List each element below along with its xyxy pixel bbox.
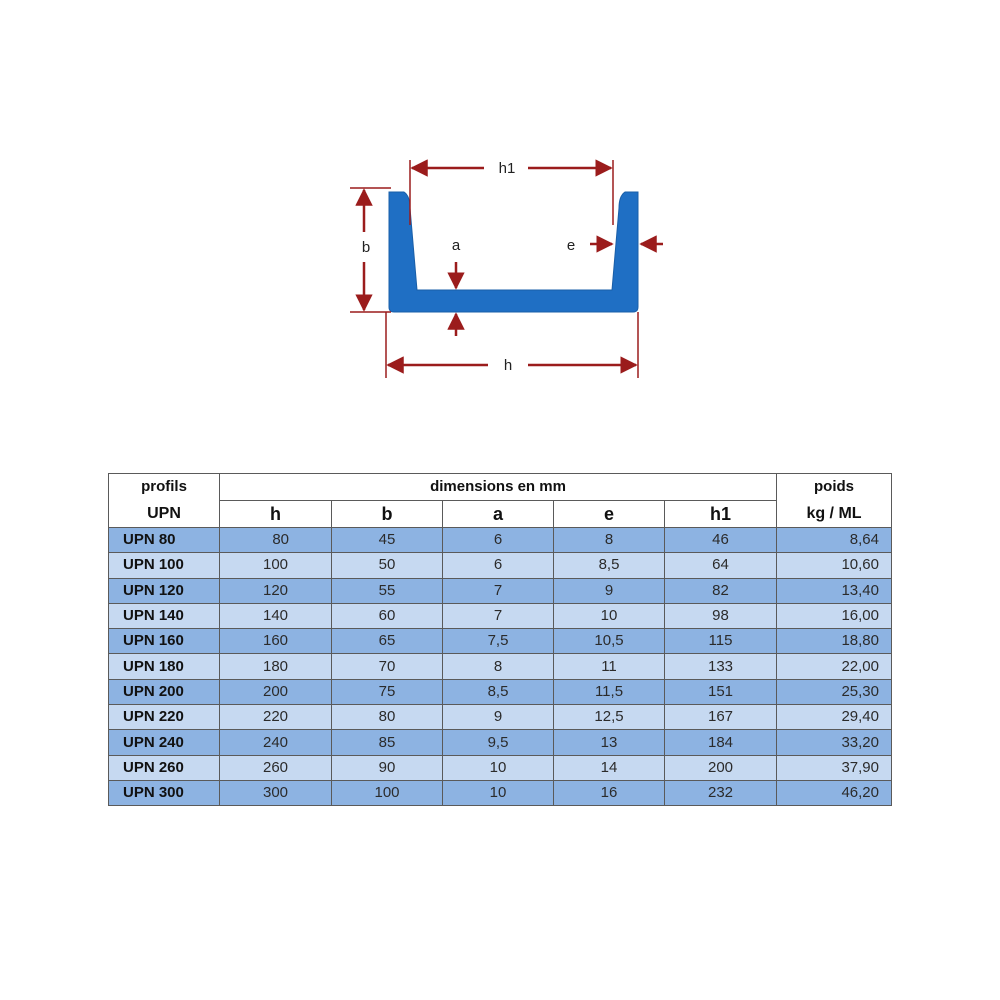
cell-poids: 37,90 (777, 755, 892, 780)
cell-h: 180 (220, 654, 332, 679)
cell-e: 13 (554, 730, 665, 755)
cell-e: 12,5 (554, 705, 665, 730)
table-row (109, 553, 892, 578)
cell-a: 6 (443, 528, 554, 553)
cell-profile-name: UPN 260 (109, 755, 220, 780)
cell-profile-name: UPN 80 (109, 528, 220, 553)
cell-h1: 46 (665, 528, 777, 553)
cell-b: 60 (332, 603, 443, 628)
cell-poids: 10,60 (777, 553, 892, 578)
table-header (109, 474, 892, 528)
cell-h: 100 (220, 553, 332, 578)
cell-b: 65 (332, 629, 443, 654)
cell-e: 10,5 (554, 629, 665, 654)
cell-a: 7 (443, 603, 554, 628)
table-row (109, 528, 892, 553)
cell-a: 10 (443, 755, 554, 780)
cell-profile-name: UPN 300 (109, 780, 220, 805)
cell-a: 10 (443, 780, 554, 805)
cell-h: 260 (220, 755, 332, 780)
dimension-a (452, 237, 461, 336)
upn-channel-shape (389, 192, 638, 312)
table-row (109, 755, 892, 780)
cell-e: 8,5 (554, 553, 665, 578)
cell-a: 9 (443, 705, 554, 730)
cell-h1: 98 (665, 603, 777, 628)
cell-poids: 46,20 (777, 780, 892, 805)
cell-profile-name: UPN 140 (109, 603, 220, 628)
cell-b: 80 (332, 705, 443, 730)
cell-b: 100 (332, 780, 443, 805)
table-row (109, 730, 892, 755)
table-row (109, 654, 892, 679)
table-row (109, 603, 892, 628)
table-body (109, 528, 892, 806)
header-col-a: a (443, 501, 554, 528)
cell-poids: 25,30 (777, 679, 892, 704)
cell-profile-name: UPN 200 (109, 679, 220, 704)
cell-poids: 16,00 (777, 603, 892, 628)
cell-e: 10 (554, 603, 665, 628)
cell-e: 9 (554, 578, 665, 603)
dimension-e-label: e (566, 237, 576, 254)
cell-poids: 22,00 (777, 654, 892, 679)
cell-poids: 33,20 (777, 730, 892, 755)
table-row (109, 629, 892, 654)
cell-poids: 18,80 (777, 629, 892, 654)
cell-b: 55 (332, 578, 443, 603)
table-row (109, 578, 892, 603)
dimension-b (350, 188, 391, 312)
cell-e: 11,5 (554, 679, 665, 704)
cell-e: 16 (554, 780, 665, 805)
cell-h1: 151 (665, 679, 777, 704)
cell-a: 7 (443, 578, 554, 603)
cell-h: 80 (220, 528, 332, 553)
cell-poids: 13,40 (777, 578, 892, 603)
cell-a: 9,5 (443, 730, 554, 755)
table-row (109, 780, 892, 805)
header-upn: UPN (109, 501, 220, 528)
dimension-h1-label: h1 (498, 160, 516, 177)
cell-b: 50 (332, 553, 443, 578)
cell-profile-name: UPN 240 (109, 730, 220, 755)
cell-profile-name: UPN 120 (109, 578, 220, 603)
cell-h1: 115 (665, 629, 777, 654)
cell-h: 200 (220, 679, 332, 704)
header-col-b: b (332, 501, 443, 528)
cell-a: 6 (443, 553, 554, 578)
cell-a: 8 (443, 654, 554, 679)
header-col-h: h (220, 501, 332, 528)
cell-h1: 200 (665, 755, 777, 780)
header-dimensions: dimensions en mm (220, 474, 777, 501)
cell-h1: 82 (665, 578, 777, 603)
cell-h: 160 (220, 629, 332, 654)
dimension-b-label: b (361, 239, 371, 256)
cell-profile-name: UPN 160 (109, 629, 220, 654)
cell-h: 140 (220, 603, 332, 628)
dimension-h (386, 312, 638, 378)
dimension-a-label: a (451, 237, 461, 254)
cell-h1: 64 (665, 553, 777, 578)
cell-b: 85 (332, 730, 443, 755)
table-row (109, 679, 892, 704)
cell-h: 220 (220, 705, 332, 730)
cell-h: 120 (220, 578, 332, 603)
upn-spec-table (108, 473, 892, 806)
cell-e: 14 (554, 755, 665, 780)
header-profils: profils (109, 474, 220, 501)
cell-h1: 133 (665, 654, 777, 679)
cell-profile-name: UPN 220 (109, 705, 220, 730)
cell-b: 75 (332, 679, 443, 704)
dimension-h-label: h (503, 357, 513, 374)
cell-e: 8 (554, 528, 665, 553)
upn-profile-diagram (0, 0, 1000, 430)
cell-h1: 184 (665, 730, 777, 755)
header-col-e: e (554, 501, 665, 528)
cell-profile-name: UPN 180 (109, 654, 220, 679)
dimension-h1 (410, 160, 613, 225)
header-kg-ml: kg / ML (777, 501, 892, 528)
cell-b: 70 (332, 654, 443, 679)
cell-h1: 167 (665, 705, 777, 730)
table-row (109, 705, 892, 730)
cell-h1: 232 (665, 780, 777, 805)
cell-h: 300 (220, 780, 332, 805)
cell-h: 240 (220, 730, 332, 755)
cell-b: 45 (332, 528, 443, 553)
cell-poids: 29,40 (777, 705, 892, 730)
cell-a: 8,5 (443, 679, 554, 704)
header-col-h1: h1 (665, 501, 777, 528)
cell-a: 7,5 (443, 629, 554, 654)
header-poids: poids (777, 474, 892, 501)
cell-profile-name: UPN 100 (109, 553, 220, 578)
cell-b: 90 (332, 755, 443, 780)
cell-poids: 8,64 (777, 528, 892, 553)
cell-e: 11 (554, 654, 665, 679)
